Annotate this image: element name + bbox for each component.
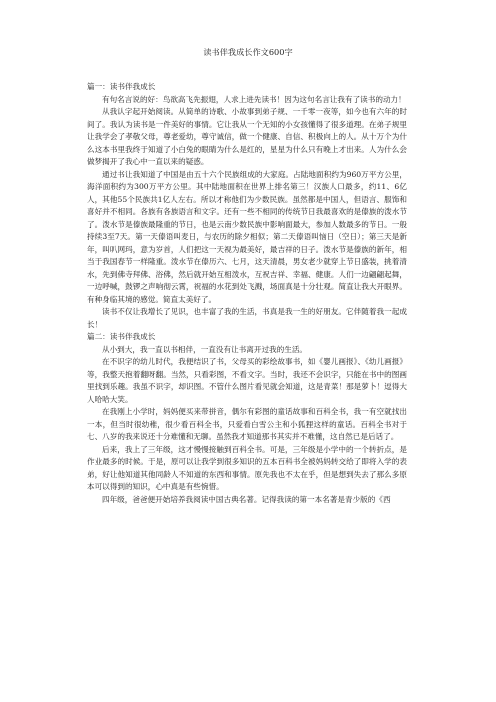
- section-heading: 篇一：读书伴我成长: [87, 82, 156, 91]
- paragraph: 从我认字起开始阅读。从简单的诗歌、小故事到弟子规、一千零一夜等，如今也有六年的时间了。我认为读书是一件美好的事情。它让我从一个无知的小女孩懂得了很多道理。在弟子规里让我学会了孝敬父母，尊老爱幼，尊守诚信，做一个健康、自信、积极向上的人。从十万个为什么这本书里我终于知道了小白兔的眼睛为什么是红的，星星为什么只有晚上才出来。人为什么会做梦揭开了我心中一直以来的疑惑。: [87, 107, 407, 166]
- paragraph: 在我刚上小学时，妈妈便买来带拼音，偶尔有彩图的童话故事和百科全书，我一有空就找出一本，但当时很幼稚，很少看百科全书，只爱看白雪公主和小狐狸这样的童话。百科全书对于七、八岁的我来说还十分难懂和无聊。虽然我才知道那书其实并不难懂，这自然已是后话了。: [87, 407, 407, 441]
- document-body: [87, 81, 407, 506]
- paragraph: 在不识字的幼儿时代，我便结识了书，父母买的彩绘故事书，如《婴儿画报》、《幼儿画报》等，我整天抱着翻呀翻。当然，只看彩图，不看文字。当时，我还不会识字，只能在书中的图画里找到乐趣。我虽不识字，却识图。不管什么图片看见就会知道，这是青菜！那是萝卜！逗得大人哈哈大笑。: [87, 357, 407, 404]
- paragraph: 有句名言说的好：鸟欲高飞先振翅，人求上进先读书！因为这句名言让我有了读书的动力！: [102, 94, 406, 104]
- paragraph: 从小到大，我一直以书相伴，一直没有让书离开过我的生活。: [102, 344, 308, 354]
- paragraph: 通过书让我知道了中国是由五十六个民族组成的大家庭。占陆地面积约为960万平方公里，海洋面积约为300万平方公里。其中陆地面积在世界上排名第三！汉族人口最多，约11、6亿人，其他55个民族共1亿人左右。所以才称他们为少数民族。虽然都是中国人，但语言、服饰和喜好并不相同。各族有各族语言和文字。还有一些不相同的传统节日我最喜欢的是傣族的泼水节了。泼水节是傣族最隆重的节日，也是云南少数民族中影响面最大，参加人数最多的节日。一般持续3至7天。第一天傣语叫麦日，与农历的除夕相似；第二天傣语叫恼日（空日）；第三天是新年，叫叭网玛，意为岁首，人们把这一天视为最美好，最吉祥的日子。泼水节是傣族的新年，相当于我国春节一样隆重。泼水节在傣历六、七月，这天清晨，男女老少就穿上节日盛装，挑着清水，先到佛寺拜佛、浴佛，然后就开始互相泼水，互祝吉祥、幸福、健康。人们一边翩翩起舞，一边呼喊，鼓锣之声响彻云霄，祝福的水花到处飞溅，场面真是十分壮观。简直让我大开眼界。有种身临其境的感觉。简直太美好了。: [87, 169, 407, 304]
- section-heading: 篇二：读书伴我成长: [87, 332, 156, 341]
- paragraph: 后来，我上了三年级，这才慢慢接触到百科全书。可是，三年级是小学中的一个转折点，是作业最多的时候。于是，原可以让我学到很多知识的五本百科书全被妈妈转交给了即将入学的表弟，好让他知道其他同龄人不知道的东西和事情。原先我也不太在乎，但是想到失去了那么多原本可以得到的知识，心中真是有些惋惜。: [87, 444, 407, 491]
- paragraph: 读书不仅让我增长了见识，也丰富了我的生活，书真是我一生的好朋友。它伴随着我一起成长！: [87, 307, 407, 329]
- paragraph: 四年级，爸爸便开始培养我阅读中国古典名著。记得我读的第一本名著是青少版的《西: [102, 494, 391, 504]
- document-title: 读书伴我成长作文600字: [203, 47, 293, 57]
